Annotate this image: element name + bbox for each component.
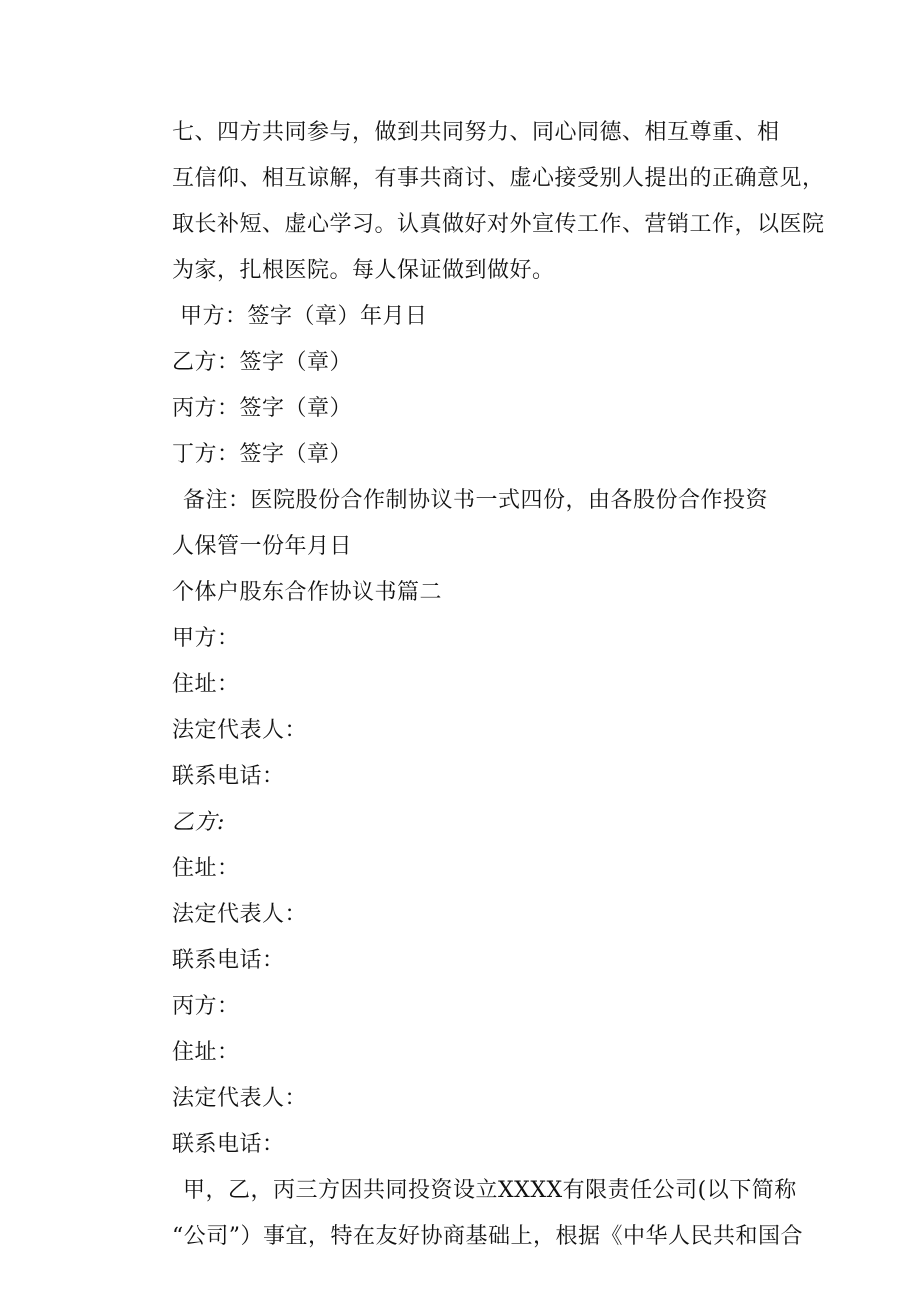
intro-line-2: “公司”）事宜，特在友好协商基础上，根据《中华人民共和国合 xyxy=(172,1224,803,1249)
party-a-phone: 联系电话： xyxy=(172,764,285,789)
party-a-representative: 法定代表人： xyxy=(172,718,308,743)
party-a-label: 甲方： xyxy=(172,626,240,651)
party-a-address: 住址： xyxy=(172,672,240,697)
party-c-phone: 联系电话： xyxy=(172,1132,285,1157)
party-b-address: 住址： xyxy=(172,856,240,881)
clause-seven-line-1: 七、四方共同参与，做到共同努力、同心同德、相互尊重、相 xyxy=(172,120,780,145)
party-c-address: 住址： xyxy=(172,1040,240,1065)
party-c-representative: 法定代表人： xyxy=(172,1086,308,1111)
section-title: 个体户股东合作协议书篇二 xyxy=(172,580,443,605)
clause-seven-line-3: 取长补短、虚心学习。认真做好对外宣传工作、营销工作，以医院 xyxy=(172,212,825,237)
clause-seven-line-2: 互信仰、相互谅解，有事共商讨、虚心接受别人提出的正确意见， xyxy=(172,166,825,191)
signature-party-c: 丙方：签字（章） xyxy=(172,396,353,421)
clause-seven-line-4: 为家，扎根医院。每人保证做到做好。 xyxy=(172,258,555,283)
signature-party-b: 乙方：签字（章） xyxy=(172,350,353,375)
signature-party-d: 丁方：签字（章） xyxy=(172,442,353,467)
party-b-label: 乙方: xyxy=(172,810,225,835)
signature-party-a: 甲方：签字（章）年月日 xyxy=(180,304,428,329)
intro-line-1: 甲，乙，丙三方因共同投资设立XXXX有限责任公司(以下简称 xyxy=(183,1178,797,1203)
party-b-representative: 法定代表人： xyxy=(172,902,308,927)
party-c-label: 丙方： xyxy=(172,994,240,1019)
note-line-1: 备注：医院股份合作制协议书一式四份，由各股份合作投资 xyxy=(183,488,769,513)
party-b-phone: 联系电话： xyxy=(172,948,285,973)
note-line-2: 人保管一份年月日 xyxy=(172,534,353,559)
